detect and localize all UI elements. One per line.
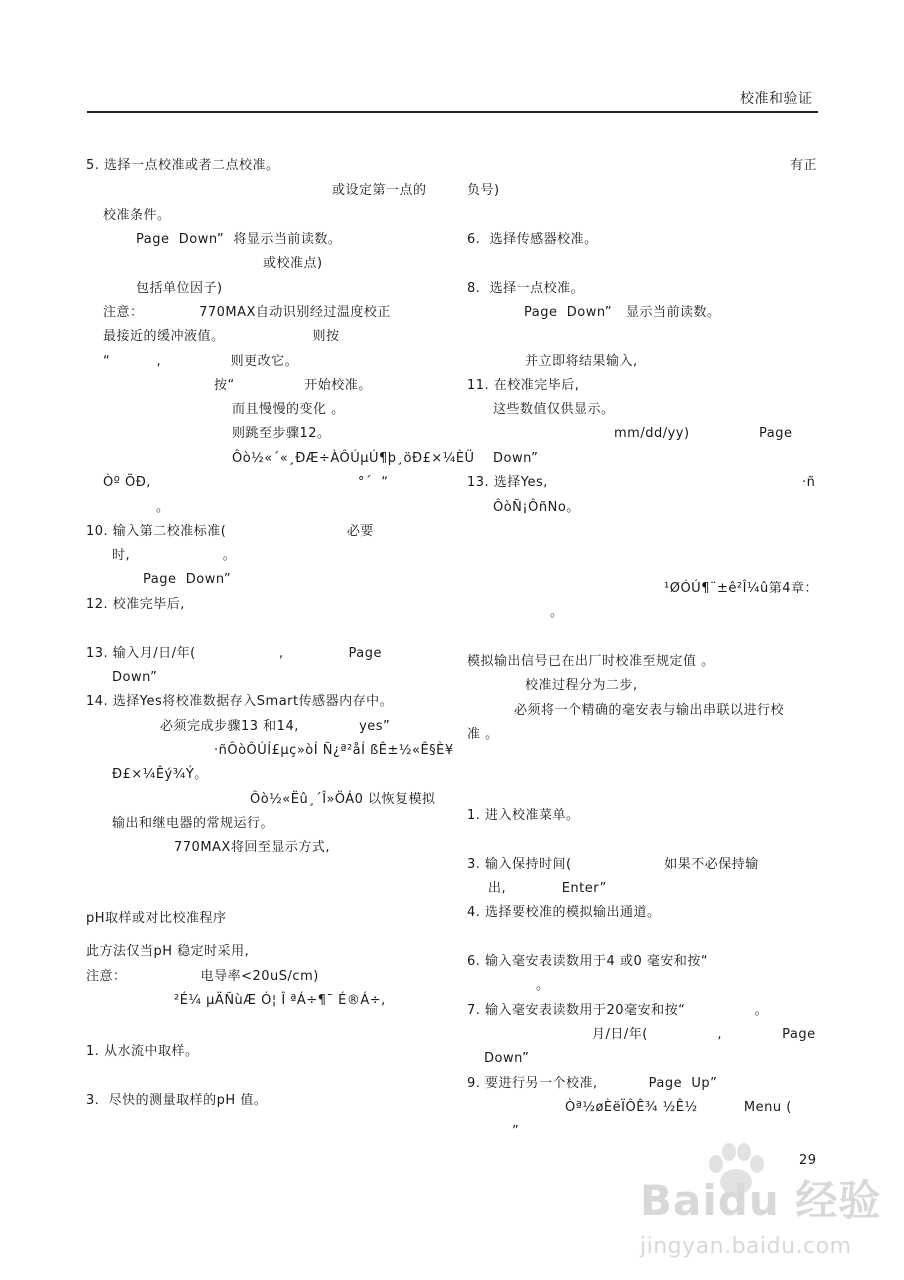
right-line: 必须将一个精确的毫安表与输出串联以进行校 bbox=[514, 703, 785, 718]
right-line: ¹ØÓÚ¶¨±ê²Î¼û第4章： bbox=[664, 581, 819, 596]
left-line: 13. 输入月/日/年( , Page bbox=[86, 646, 382, 661]
left-line: 注意： 770MAX自动识别经过温度校正 bbox=[103, 305, 391, 320]
left-line: 10. 输入第二校准标准( 必要 bbox=[86, 524, 374, 539]
section-heading: pH取样或对比校准程序 bbox=[86, 911, 227, 926]
right-line: 并立即将结果输入, bbox=[525, 354, 638, 369]
right-line: 。 bbox=[536, 978, 550, 993]
left-line: 按“ 开始校准。 bbox=[214, 378, 372, 393]
left-line: 时, 。 bbox=[112, 548, 237, 563]
right-line: ÔòÑ¡ÔñNo。 bbox=[493, 500, 580, 515]
right-line: ·ñ bbox=[802, 475, 816, 490]
right-line: Down” bbox=[493, 451, 539, 466]
left-line: 则跳至步骤12。 bbox=[232, 426, 331, 441]
left-line: 此方法仅当pH 稳定时采用, bbox=[86, 944, 250, 959]
left-line: 或校准点) bbox=[263, 256, 323, 271]
right-line: 1. 进入校准菜单。 bbox=[467, 808, 580, 823]
right-line: 7. 输入毫安表读数用于20毫安和按“ 。 bbox=[467, 1003, 769, 1018]
watermark bbox=[640, 1140, 881, 1259]
left-line: 或设定第一点的 bbox=[332, 183, 427, 198]
left-line: °´ “ bbox=[358, 475, 389, 490]
right-line: 4. 选择要校准的模拟输出通道。 bbox=[467, 905, 661, 920]
header-title: 校准和验证 bbox=[740, 91, 813, 107]
left-line: ²É¼ µÄÑùÆ Ó¦ Î ªÁ÷¶¯ É®Á÷, bbox=[174, 993, 386, 1008]
left-line: Òº ÕÐ, bbox=[103, 475, 151, 490]
right-line: 月/日/年( , Page bbox=[592, 1027, 816, 1042]
right-line: 负号) bbox=[467, 183, 500, 198]
right-line: 8. 选择一点校准。 bbox=[467, 281, 585, 296]
left-line: “ , 则更改它。 bbox=[103, 354, 299, 369]
right-line: mm/dd/yy) Page bbox=[614, 426, 793, 441]
left-line: 必须完成步骤13 和14, yes” bbox=[160, 719, 391, 734]
left-line: Ôò½«Ëû¸´Î»ÖÁ0 以恢复模拟 bbox=[250, 792, 436, 807]
right-line: 。 bbox=[550, 605, 564, 620]
left-line: ·ñÔòÔÚÍ£µç»òÍ Ñ¿ª²åÍ ßÊ±½«Ê§È¥ bbox=[214, 743, 454, 758]
watermark-url: jingyan.baidu.com bbox=[640, 1234, 852, 1259]
watermark-logo: Baidu 经验 bbox=[640, 1176, 882, 1225]
right-line: 9. 要进行另一个校准, Page Up” bbox=[467, 1076, 718, 1091]
left-line: 5. 选择一点校准或者二点校准。 bbox=[86, 158, 280, 173]
left-line: 最接近的缓冲液值。 则按 bbox=[103, 329, 340, 344]
right-line: 准 。 bbox=[467, 727, 499, 742]
left-line: 包括单位因子) bbox=[136, 281, 223, 296]
right-line: 6. 选择传感器校准。 bbox=[467, 232, 598, 247]
left-line: Ôò½«´«¸ÐÆ÷ÀÔÚµÚ¶þ¸öÐ£×¼ÈÜ bbox=[232, 451, 475, 466]
right-line: Òª½øÈëÏÔÊ¾ ½Ê½ Menu ( bbox=[565, 1100, 792, 1115]
right-line: Down” bbox=[484, 1051, 530, 1066]
left-line: 770MAX将回至显示方式, bbox=[174, 840, 330, 855]
right-line: 出, Enter” bbox=[488, 881, 607, 896]
left-line: Down” bbox=[112, 670, 158, 685]
right-line: 这些数值仅供显示。 bbox=[493, 402, 615, 417]
left-line: 而且慢慢的变化 。 bbox=[232, 402, 345, 417]
left-line: 注意： 电导率<20uS/cm) bbox=[86, 969, 319, 984]
right-line: 6. 输入毫安表读数用于4 或0 毫安和按“ bbox=[467, 954, 709, 969]
left-line: 12. 校准完毕后, bbox=[86, 597, 185, 612]
right-line: ” bbox=[512, 1124, 520, 1139]
right-line: 模拟输出信号已在出厂时校准至规定值 。 bbox=[467, 654, 715, 669]
left-line: 14. 选择Yes将校准数据存入Smart传感器内存中。 bbox=[86, 694, 394, 709]
header-rule bbox=[87, 111, 818, 113]
right-line: 有正 bbox=[790, 158, 818, 173]
left-line: Page Down” bbox=[143, 572, 232, 587]
left-line: 输出和继电器的常规运行。 bbox=[112, 816, 275, 831]
right-line: Page Down” 显示当前读数。 bbox=[524, 305, 721, 320]
left-line: 。 bbox=[156, 500, 170, 515]
right-line: 校准过程分为二步, bbox=[525, 678, 638, 693]
right-line: 11. 在校准完毕后, bbox=[467, 378, 580, 393]
left-line: 1. 从水流中取样。 bbox=[86, 1044, 199, 1059]
left-line: 3. 尽快的测量取样的pH 值。 bbox=[86, 1093, 268, 1108]
left-line: 校准条件。 bbox=[103, 208, 171, 223]
right-line: 13. 选择Yes, bbox=[467, 475, 548, 490]
right-line: 3. 输入保持时间( 如果不必保持输 bbox=[467, 857, 759, 872]
page-number: 29 bbox=[799, 1153, 817, 1168]
left-line: Page Down” 将显示当前读数。 bbox=[136, 232, 342, 247]
left-line: Ð£×¼Êý¾Ý。 bbox=[112, 767, 208, 782]
